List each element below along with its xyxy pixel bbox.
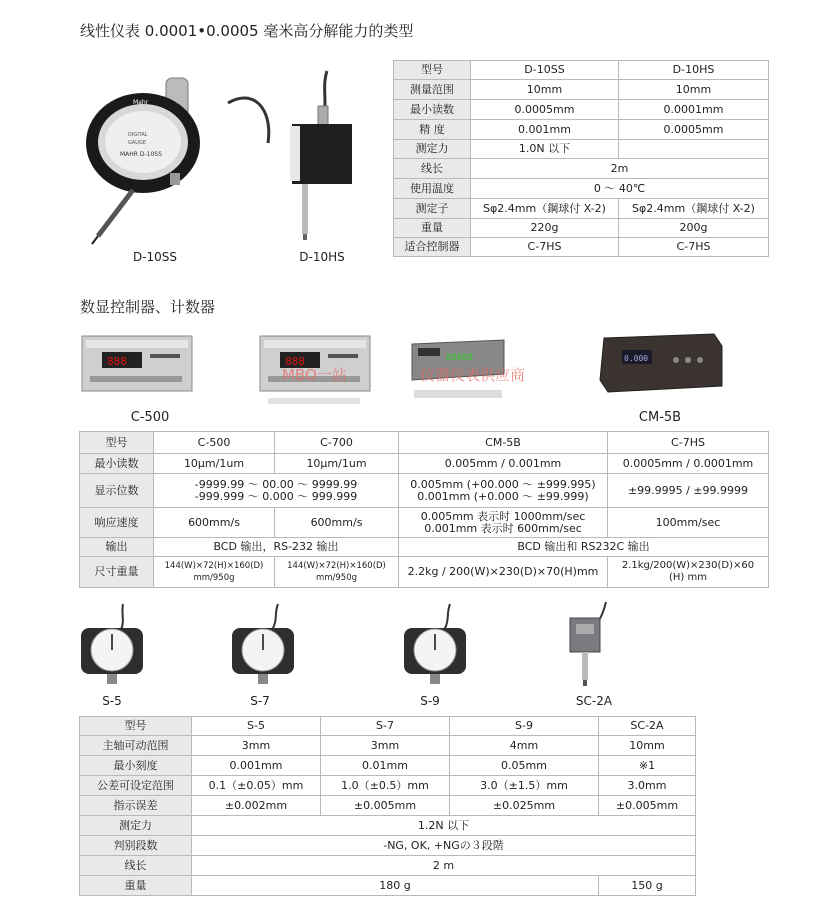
table-row [394, 80, 769, 100]
header-s9: S-9 [450, 717, 599, 736]
table-row [394, 120, 769, 140]
header-s5: S-5 [192, 717, 321, 736]
table-row [80, 454, 769, 474]
svg-text:GAUGE: GAUGE [128, 140, 146, 146]
d10hs-gauge-image [272, 66, 367, 246]
cell: 180 g [192, 876, 599, 896]
row-label: 测定力 [394, 140, 471, 159]
row-label: 公差可设定范围 [80, 776, 192, 796]
caption-c500: C-500 [130, 410, 170, 425]
cell: ±0.005mm [599, 796, 696, 816]
cell-line: 0.005mm 表示时 1000mm/sec [420, 509, 586, 523]
table-row [394, 140, 769, 159]
cell [608, 557, 769, 588]
cell-line: 0.005mm (+00.000 ～ ±999.995) [410, 477, 596, 491]
row-label: 响应速度 [80, 508, 154, 538]
svg-text:MAHR D-10SS: MAHR D-10SS [120, 151, 162, 158]
row-label: 测定力 [80, 816, 192, 836]
cell: 0.005mm / 0.001mm [399, 454, 608, 474]
cell: 2.2kg / 200(W)×230(D)×70(H)mm [399, 557, 608, 588]
watermark-text-2: 仪器仪表供应商 [420, 366, 526, 384]
row-label: 适合控制器 [394, 238, 471, 257]
comparator-spec-table [79, 716, 696, 896]
cell: ±0.005mm [321, 796, 450, 816]
table-header-row [394, 61, 769, 80]
svg-text:Mahr: Mahr [133, 99, 149, 106]
table-row [394, 238, 769, 257]
table-row [394, 100, 769, 120]
header-model: 型号 [80, 717, 192, 736]
row-label: 测定子 [394, 199, 471, 219]
cell: 10mm [619, 80, 769, 100]
cell-line: 144(W)×72(H)×160(D) [287, 561, 386, 571]
d10-spec-table [393, 60, 769, 257]
table-row [80, 876, 696, 896]
cell: 150 g [599, 876, 696, 896]
table-row [80, 508, 769, 538]
cell: C-7HS [619, 238, 769, 257]
header-cm5b: CM-5B [399, 432, 608, 454]
header-c500: C-500 [154, 432, 275, 454]
row-label: 重量 [80, 876, 192, 896]
cell [399, 474, 608, 508]
svg-text:888: 888 [285, 355, 305, 368]
cell: 3.0mm [599, 776, 696, 796]
cell: 600mm/s [275, 508, 399, 538]
row-label: 输出 [80, 538, 154, 557]
cell: 10mm [471, 80, 619, 100]
svg-text:0.000: 0.000 [624, 354, 649, 363]
row-label: 线长 [80, 856, 192, 876]
cell: ※1 [599, 756, 696, 776]
sc2a-gauge-image [560, 598, 620, 690]
table-row [80, 557, 769, 588]
cell [154, 557, 275, 588]
caption-cm5b: CM-5B [638, 410, 682, 425]
row-label: 最小读数 [394, 100, 471, 120]
caption-sc2a: SC-2A [575, 694, 613, 708]
cell: ±0.025mm [450, 796, 599, 816]
row-label: 重量 [394, 219, 471, 238]
cell: 220g [471, 219, 619, 238]
cell-line: mm/950g [193, 573, 235, 583]
header-s7: S-7 [321, 717, 450, 736]
row-label: 线长 [394, 159, 471, 179]
row-label: 判别段数 [80, 836, 192, 856]
cell: 100mm/sec [608, 508, 769, 538]
table-row [80, 736, 696, 756]
d10ss-gauge-image [78, 68, 278, 248]
table-row [80, 538, 769, 557]
cell: ±99.9995 / ±99.9999 [608, 474, 769, 508]
svg-text:DIGITAL: DIGITAL [128, 132, 148, 138]
header-d10ss: D-10SS [471, 61, 619, 80]
table-header-row [80, 432, 769, 454]
cell: Sφ2.4mm（鋼球付 X-2) [471, 199, 619, 219]
table-row [394, 179, 769, 199]
cell-line: -9999.99 ～ 00.00 ～ 9999.99 [194, 477, 358, 491]
cell: 2 m [192, 856, 696, 876]
cell: 0.0005mm / 0.0001mm [608, 454, 769, 474]
cell: 0.01mm [321, 756, 450, 776]
row-label: 最小刻度 [80, 756, 192, 776]
cell: Sφ2.4mm（鋼球付 X-2) [619, 199, 769, 219]
cell-empty [619, 140, 769, 159]
cell: 0.1（±0.05）mm [192, 776, 321, 796]
header-c700: C-700 [275, 432, 399, 454]
cell: BCD 输出，RS-232 输出 [154, 538, 399, 557]
caption-d10hs: D-10HS [299, 250, 345, 264]
cell: 3.0（±1.5）mm [450, 776, 599, 796]
cell: 200g [619, 219, 769, 238]
c500-controller-image [80, 330, 195, 395]
cell: 0.001mm [192, 756, 321, 776]
cell: 0.05mm [450, 756, 599, 776]
row-label: 指示误差 [80, 796, 192, 816]
row-label: 尺寸重量 [80, 557, 154, 588]
cell-line: mm/950g [315, 573, 358, 583]
cell: 600mm/s [154, 508, 275, 538]
table-header-row [80, 717, 696, 736]
table-row [80, 756, 696, 776]
cell: 0.001mm [471, 120, 619, 140]
cell: 0.0001mm [619, 100, 769, 120]
controller-spec-grid [79, 431, 768, 589]
table-row [80, 836, 696, 856]
cell-line: -999.999 ～ 0.000 ～ 999.999 [194, 489, 358, 503]
cell: 3mm [321, 736, 450, 756]
caption-s9: S-9 [420, 694, 440, 708]
table-row [394, 199, 769, 219]
c7hs-counter-image [596, 328, 726, 398]
table-row [80, 856, 696, 876]
cell: 0 ～ 40℃ [471, 179, 769, 199]
cell-line: 144(W)×72(H)×160(D) [164, 561, 264, 571]
row-label: 最小读数 [80, 454, 154, 474]
table-row [80, 816, 696, 836]
cell: ±0.002mm [192, 796, 321, 816]
s9-gauge-image [398, 600, 473, 692]
cell: 1.0N 以下 [471, 140, 619, 159]
caption-d10ss: D-10SS [132, 250, 178, 264]
row-label: 精 度 [394, 120, 471, 140]
row-label: 测量范围 [394, 80, 471, 100]
row-label: 使用温度 [394, 179, 471, 199]
table-row [394, 219, 769, 238]
cell-line: 0.001mm (+0.000 ～ ±99.999) [417, 489, 589, 503]
cell: 4mm [450, 736, 599, 756]
row-label: 显示位数 [80, 474, 154, 508]
cell: 3mm [192, 736, 321, 756]
table-row [394, 159, 769, 179]
table-row [80, 796, 696, 816]
cell-line: 0.001mm 表示时 600mm/sec [424, 521, 582, 535]
svg-text:88888: 88888 [446, 353, 474, 363]
cell: 0.0005mm [619, 120, 769, 140]
s7-gauge-image [226, 600, 301, 692]
header-d10hs: D-10HS [619, 61, 769, 80]
cell [399, 508, 608, 538]
cell [154, 474, 399, 508]
cell: 10mm [599, 736, 696, 756]
controller-spec-table-body [79, 431, 769, 588]
cell-line: (H) mm [669, 572, 707, 583]
header-model: 型号 [80, 432, 154, 454]
caption-s5: S-5 [102, 694, 122, 708]
cell [275, 557, 399, 588]
header-model: 型号 [394, 61, 471, 80]
header-c7hs: C-7HS [608, 432, 769, 454]
cell: BCD 输出和 RS232C 输出 [399, 538, 769, 557]
table-row [80, 776, 696, 796]
cell: 10μm/1um [275, 454, 399, 474]
cell: -NG, OK, +NGの３段階 [192, 836, 696, 856]
table-row [80, 474, 769, 508]
cell: 2m [471, 159, 769, 179]
cell: 1.2N 以下 [192, 816, 696, 836]
cell: 0.0005mm [471, 100, 619, 120]
s5-gauge-image [75, 600, 150, 692]
row-label: 主轴可动范围 [80, 736, 192, 756]
cell: 10μm/1um [154, 454, 275, 474]
section1-title: 线性仪表 0.0001•0.0005 毫米高分解能力的类型 [80, 22, 414, 40]
section2-title: 数显控制器、计数器 [80, 298, 216, 316]
svg-text:888: 888 [107, 355, 127, 368]
header-sc2a: SC-2A [599, 717, 696, 736]
cell: C-7HS [471, 238, 619, 257]
watermark-text-1: MBO一站 [282, 366, 347, 384]
cell-line: 2.1kg/200(W)×230(D)×60 [621, 560, 755, 571]
cell: 1.0（±0.5）mm [321, 776, 450, 796]
caption-s7: S-7 [250, 694, 270, 708]
